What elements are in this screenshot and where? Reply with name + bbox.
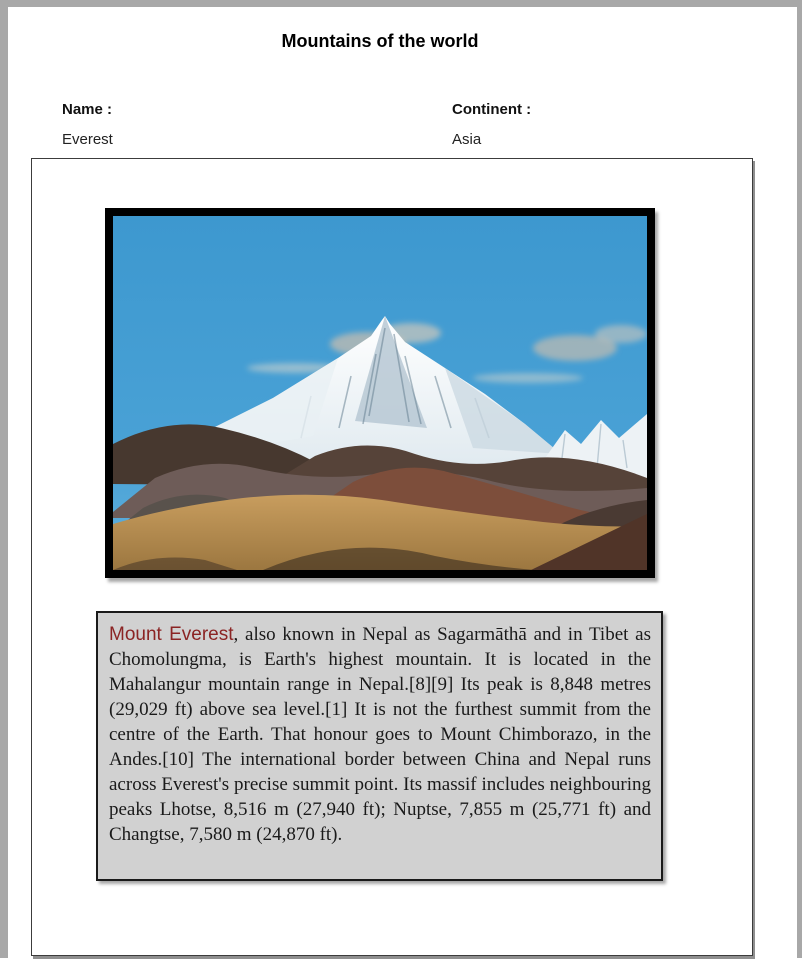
mountain-name-highlight: Mount Everest	[109, 624, 234, 645]
continent-field-value: Asia	[452, 131, 482, 148]
mountain-description-box	[96, 611, 663, 881]
window-frame-right	[797, 0, 802, 958]
mountain-description-text: , also known in Nepal as Sagarmāthā and in Tibet as Chomolungma, is Earth's highest mountain. It is located in the Mahalangur mountain range in Nepal.[8][9] Its peak is 8,848 metres (29,029 ft) above sea level.[1] It is not the furthest summit from the centre of the Earth. That honour goes to Mount Chimborazo, in the Andes.[10] The international border between China and Nepal runs across Everest's precise summit point. Its massif includes neighbouring peaks Lhotse, 8,516 m (27,940 ft); Nuptse, 7,855 m (25,771 ft) and Changtse, 7,580 m (24,870 ft).	[109, 624, 652, 845]
window-frame-left	[0, 0, 8, 958]
continent-field-label: Continent :	[452, 101, 532, 118]
mountain-photo-frame	[105, 208, 655, 578]
name-field-label: Name :	[62, 101, 113, 118]
page-title: Mountains of the world	[281, 31, 479, 51]
name-field-value: Everest	[62, 131, 113, 148]
window-frame-top	[0, 0, 802, 7]
mountain-detail-panel	[31, 158, 753, 956]
mount-everest-photo	[113, 216, 647, 570]
